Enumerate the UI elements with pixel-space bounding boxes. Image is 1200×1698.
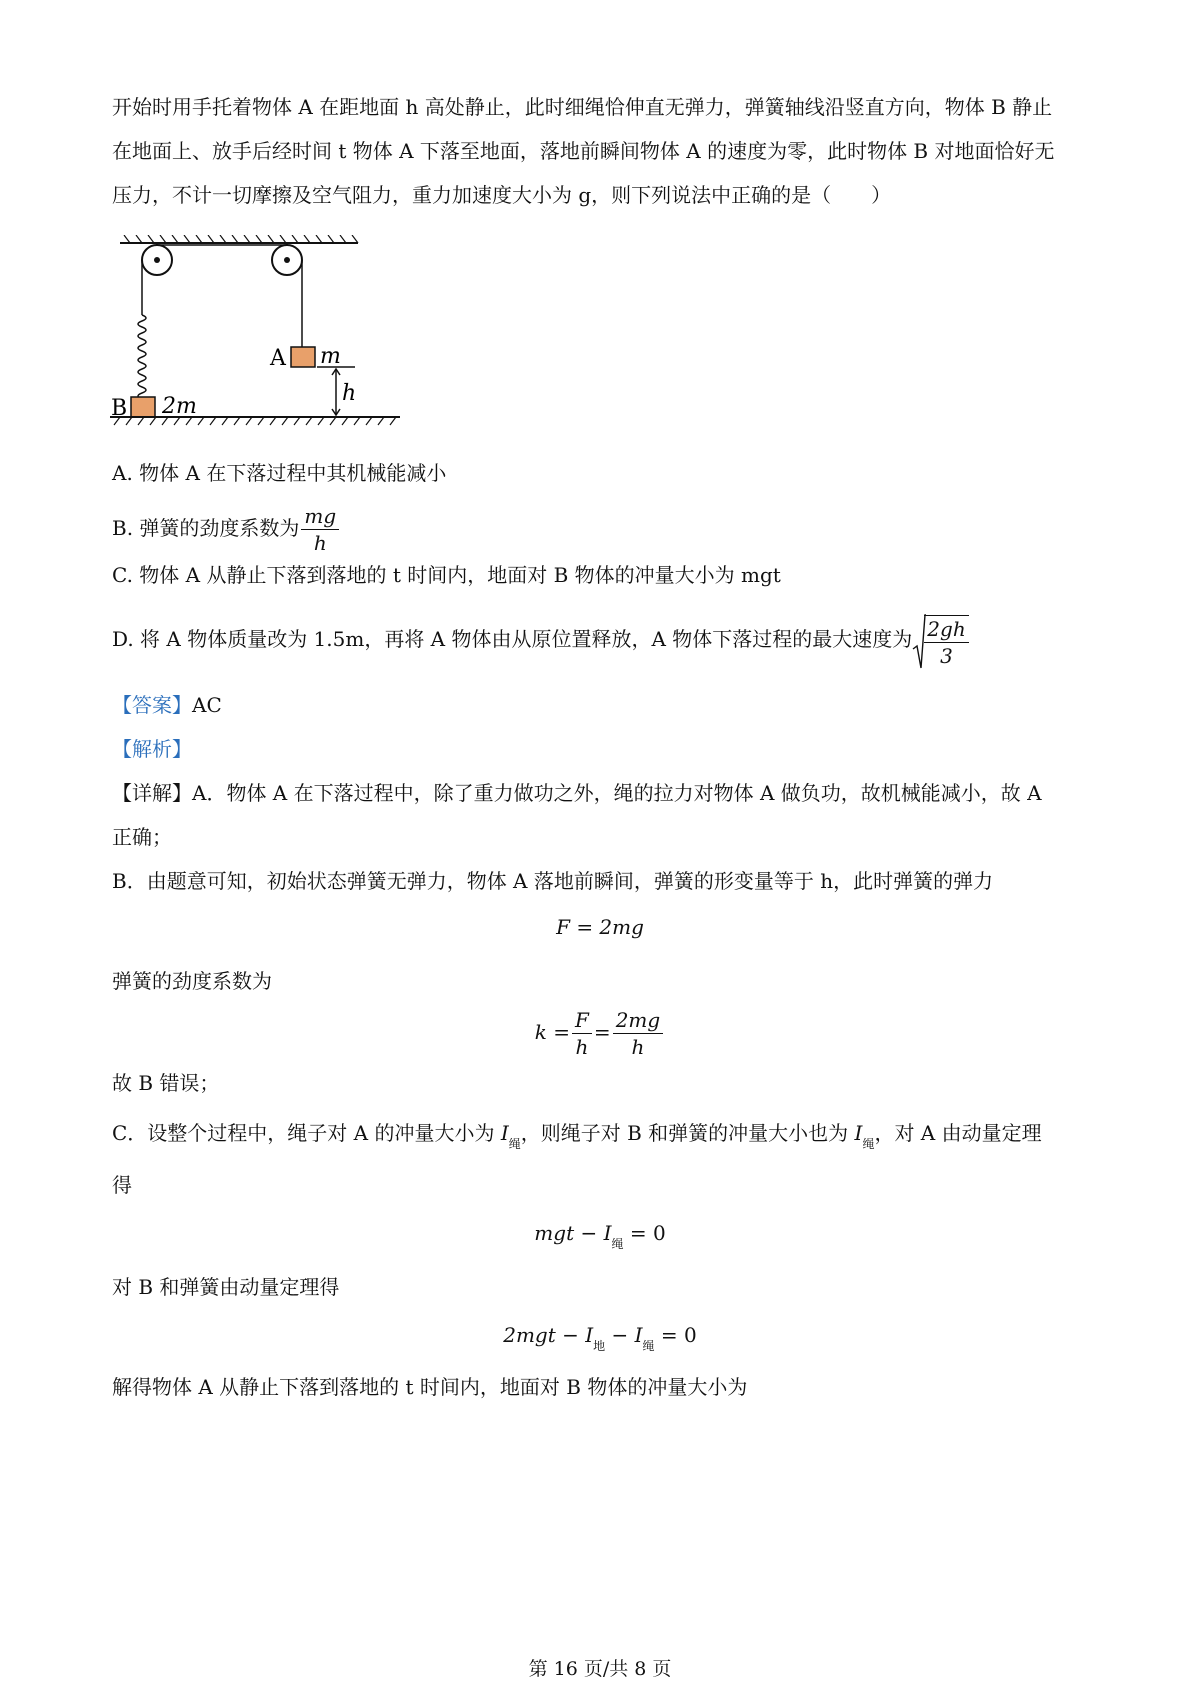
equation-stiffness-fraction-2	[613, 1007, 664, 1060]
fraction-2-numerator: 2mg	[613, 1007, 664, 1034]
impulse-subscript-1: 绳	[508, 1137, 521, 1151]
equation-momentum-a-subscript: 绳	[611, 1237, 624, 1251]
option-b-fraction	[301, 503, 339, 556]
fraction-1-numerator: F	[572, 1007, 592, 1034]
detail-c-text-c: ，对 A 由动量定理	[874, 1121, 1042, 1145]
detail-a-line-2: 正确；	[112, 825, 172, 849]
detail-c-line-2: 得	[112, 1173, 132, 1197]
option-d	[112, 608, 971, 672]
detail-a-text: A．物体 A 在下落过程中，除了重力做功之外，绳的拉力对物体 A 做负功，故机械能减小，故 A	[192, 781, 1042, 805]
option-d-denominator: 3	[940, 644, 953, 668]
label-b: B	[111, 396, 128, 421]
question-line-1: 开始时用手托着物体 A 在距地面 h 高处静止，此时细绳恰伸直无弹力，弹簧轴线沿竖直方向，物体 B 静止	[112, 95, 1053, 119]
pulley-spring-figure	[100, 235, 420, 455]
equation-momentum-b	[0, 1320, 1200, 1353]
equation-momentum-a-left: mgt − I	[534, 1221, 612, 1245]
detail-a-line-1	[112, 778, 1042, 808]
impulse-subscript-2: 绳	[862, 1137, 875, 1151]
equation-momentum-a-right: = 0	[623, 1221, 666, 1245]
equation-stiffness-equals: =	[593, 1020, 611, 1044]
equation-stiffness-lhs: k =	[534, 1020, 571, 1044]
impulse-symbol-2: I	[854, 1121, 863, 1145]
detail-c-line-3: 对 B 和弹簧由动量定理得	[112, 1275, 340, 1299]
analysis-label: 【解析】	[112, 737, 192, 761]
detail-label: 【详解】	[112, 781, 192, 805]
option-d-text: D. 将 A 物体质量改为 1.5m，再将 A 物体由从原位置释放，A 物体下落过程的最大速度为	[112, 627, 913, 651]
equation-momentum-b-part-3: = 0	[654, 1323, 697, 1347]
fraction-2-denominator: h	[631, 1035, 645, 1059]
label-a: A	[270, 346, 286, 371]
equation-momentum-b-subscript-1: 地	[593, 1339, 606, 1353]
option-b	[112, 500, 341, 556]
option-c: C. 物体 A 从静止下落到落地的 t 时间内，地面对 B 物体的冲量大小为 mgt	[112, 563, 781, 587]
detail-c-text-b: ，则绳子对 B 和弹簧的冲量大小也为	[520, 1121, 855, 1145]
question-line-2: 在地面上、放手后经时间 t 物体 A 下落至地面，落地前瞬间物体 A 的速度为零，此时物体 B 对地面恰好无	[112, 139, 1055, 163]
equation-momentum-b-part-1: 2mgt − I	[503, 1323, 594, 1347]
equation-momentum-b-subscript-2: 绳	[642, 1339, 655, 1353]
detail-c-text-a: C．设整个过程中，绳子对 A 的冲量大小为	[112, 1121, 501, 1145]
option-d-sqrt	[912, 610, 970, 672]
impulse-symbol-1: I	[500, 1121, 509, 1145]
detail-c-line-1	[112, 1118, 1042, 1151]
detail-c-line-4: 解得物体 A 从静止下落到落地的 t 时间内，地面对 B 物体的冲量大小为	[112, 1375, 748, 1399]
equation-force: F = 2mg	[556, 915, 644, 939]
option-d-numerator: 2gh	[924, 616, 968, 643]
equation-momentum-a	[0, 1218, 1200, 1251]
option-b-denominator: h	[313, 531, 327, 555]
answer-line	[112, 690, 222, 720]
label-mass-b: 2m	[162, 394, 197, 419]
label-mass-a: m	[320, 344, 341, 369]
answer-label: 【答案】	[112, 693, 192, 717]
option-b-numerator: mg	[301, 503, 339, 530]
answer-value: AC	[192, 693, 222, 717]
question-line-3: 压力，不计一切摩擦及空气阻力，重力加速度大小为 g，则下列说法中正确的是（ ）	[112, 183, 892, 207]
analysis-heading	[112, 734, 192, 764]
detail-b-line-2: 弹簧的劲度系数为	[112, 969, 272, 993]
option-b-text: B. 弹簧的劲度系数为	[112, 516, 300, 540]
option-d-fraction	[924, 615, 968, 669]
label-height: h	[342, 381, 357, 406]
fraction-1-denominator: h	[575, 1035, 589, 1059]
detail-b-line-3: 故 B 错误；	[112, 1071, 220, 1095]
equation-stiffness	[0, 1004, 1200, 1060]
equation-momentum-b-part-2: − I	[605, 1323, 643, 1347]
equation-stiffness-fraction-1	[572, 1007, 592, 1060]
option-a: A. 物体 A 在下落过程中其机械能减小	[112, 461, 447, 485]
detail-b-line-1: B．由题意可知，初始状态弹簧无弹力，物体 A 落地前瞬间，弹簧的形变量等于 h，此时弹簧的弹力	[112, 869, 994, 893]
page-number: 第 16 页/共 8 页	[528, 1658, 672, 1680]
